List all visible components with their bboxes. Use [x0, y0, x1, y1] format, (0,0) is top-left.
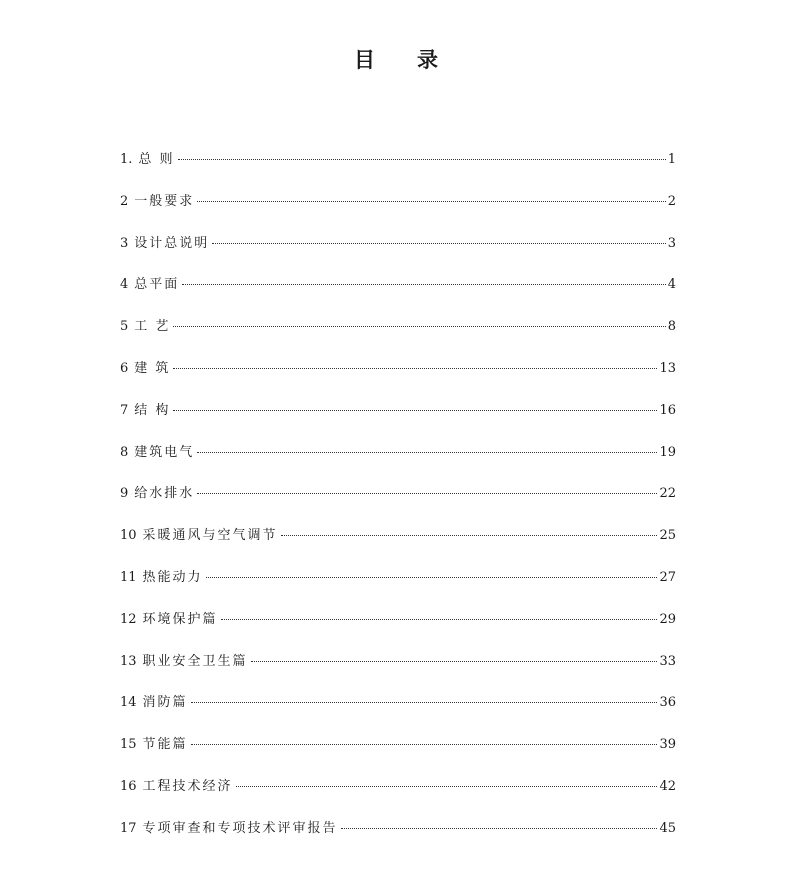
toc-dot-leader	[197, 493, 657, 494]
toc-entry-title: 给水排水	[134, 486, 195, 502]
toc-entry-page-number: 13	[659, 360, 676, 376]
toc-entry-number: 16	[120, 778, 137, 794]
toc-entry-title: 专项审查和专项技术评审报告	[142, 820, 338, 836]
toc-entry[interactable]	[120, 733, 676, 775]
toc-entry-page-number: 45	[659, 820, 676, 836]
toc-entry-title: 热能动力	[142, 569, 203, 585]
toc-entry[interactable]	[120, 650, 676, 692]
toc-entry[interactable]	[120, 482, 676, 524]
toc-entry-page-number: 27	[659, 569, 676, 585]
table-of-contents	[120, 148, 676, 859]
toc-dot-leader	[236, 786, 658, 787]
toc-entry-page-number: 4	[667, 277, 676, 293]
toc-entry[interactable]	[120, 315, 676, 357]
toc-entry[interactable]	[120, 691, 676, 733]
toc-entry-page-number: 16	[659, 402, 676, 418]
toc-entry-number: 1.	[120, 152, 133, 167]
toc-entry-number: 10	[120, 528, 137, 544]
toc-entry-page-number: 39	[659, 737, 676, 753]
toc-entry-page-number: 42	[659, 778, 676, 794]
toc-entry-number: 5	[120, 319, 129, 335]
toc-entry-title: 建筑电气	[134, 444, 195, 460]
page-title-part-1: 目	[354, 47, 375, 72]
toc-entry-title: 采暖通风与空气调节	[142, 528, 278, 544]
toc-entry-page-number: 22	[659, 486, 676, 502]
toc-dot-leader	[341, 828, 658, 829]
toc-entry[interactable]	[120, 273, 676, 315]
toc-entry[interactable]	[120, 608, 676, 650]
toc-entry[interactable]	[120, 190, 676, 232]
toc-entry-page-number: 3	[667, 235, 676, 251]
toc-entry-page-number: 8	[667, 319, 676, 335]
toc-entry-title: 设计总说明	[134, 235, 210, 251]
toc-entry[interactable]	[120, 357, 676, 399]
toc-entry-title: 一般要求	[134, 193, 195, 209]
toc-dot-leader	[173, 410, 657, 411]
toc-entry-title: 结 构	[134, 402, 171, 418]
toc-entry[interactable]	[120, 399, 676, 441]
toc-entry-title: 工程技术经济	[142, 778, 233, 794]
toc-dot-leader	[178, 159, 666, 160]
toc-dot-leader	[173, 368, 657, 369]
page-title	[0, 44, 792, 74]
toc-dot-leader	[221, 619, 658, 620]
toc-entry-number: 13	[120, 653, 137, 669]
toc-entry[interactable]	[120, 232, 676, 274]
toc-entry[interactable]	[120, 817, 676, 859]
toc-entry-page-number: 19	[659, 444, 676, 460]
toc-entry-title: 环境保护篇	[142, 611, 218, 627]
toc-entry-page-number: 33	[659, 653, 676, 669]
toc-entry-title: 建 筑	[134, 360, 171, 376]
toc-entry-page-number: 36	[659, 695, 676, 711]
toc-entry[interactable]	[120, 524, 676, 566]
toc-entry-number: 6	[120, 360, 129, 376]
toc-entry-title: 总 则	[138, 152, 175, 167]
toc-dot-leader	[173, 326, 665, 327]
toc-entry-number: 11	[120, 569, 137, 585]
toc-dot-leader	[251, 661, 658, 662]
toc-entry-title: 工 艺	[134, 319, 171, 335]
toc-dot-leader	[281, 535, 658, 536]
toc-dot-leader	[182, 284, 665, 285]
toc-entry-number: 17	[120, 820, 137, 836]
toc-dot-leader	[191, 744, 658, 745]
toc-entry-number: 4	[120, 277, 129, 293]
toc-entry-number: 12	[120, 611, 137, 627]
toc-entry-page-number: 2	[667, 193, 676, 209]
toc-entry-number: 2	[120, 193, 129, 209]
toc-entry[interactable]	[120, 566, 676, 608]
toc-dot-leader	[191, 702, 658, 703]
toc-entry-title: 节能篇	[142, 737, 188, 753]
toc-entry-page-number: 1	[667, 152, 676, 167]
toc-entry-title: 消防篇	[142, 695, 188, 711]
toc-entry-number: 9	[120, 486, 129, 502]
toc-dot-leader	[197, 201, 665, 202]
toc-entry-title: 职业安全卫生篇	[142, 653, 248, 669]
toc-dot-leader	[197, 452, 657, 453]
toc-dot-leader	[212, 243, 665, 244]
toc-entry[interactable]	[120, 148, 676, 190]
toc-entry-number: 15	[120, 737, 137, 753]
toc-entry[interactable]	[120, 775, 676, 817]
toc-entry-page-number: 29	[659, 611, 676, 627]
toc-entry-title: 总平面	[134, 277, 180, 293]
toc-entry-page-number: 25	[659, 528, 676, 544]
page-title-part-2: 录	[417, 47, 438, 72]
toc-entry-number: 7	[120, 402, 129, 418]
toc-entry[interactable]	[120, 441, 676, 483]
toc-entry-number: 3	[120, 235, 129, 251]
toc-entry-number: 14	[120, 695, 137, 711]
toc-entry-number: 8	[120, 444, 129, 460]
toc-dot-leader	[206, 577, 658, 578]
